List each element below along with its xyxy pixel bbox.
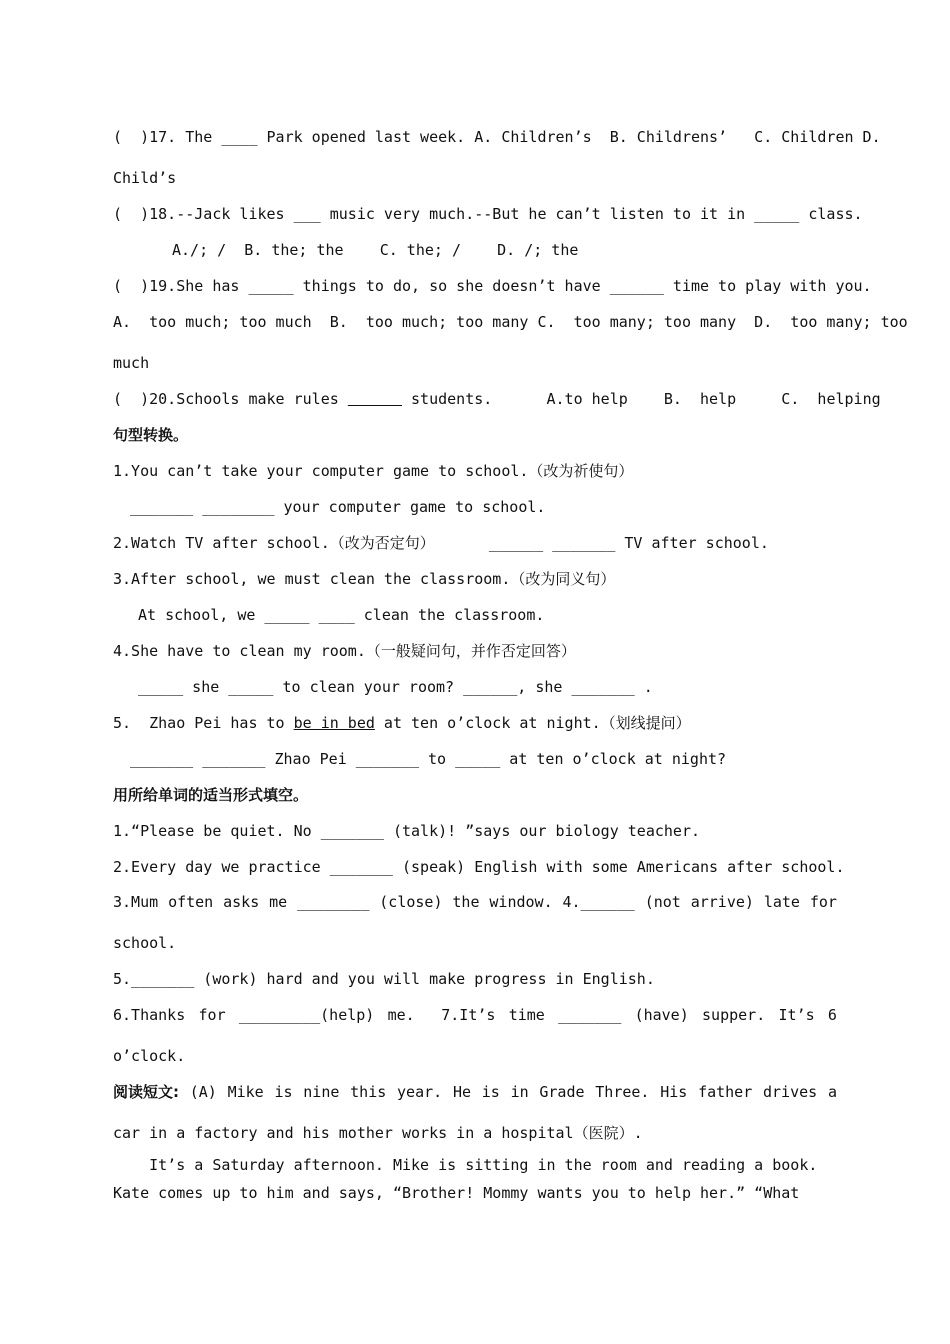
section-title-reading: 阅读短文:: [113, 1083, 179, 1101]
word: me.: [387, 1006, 415, 1024]
word: 6: [827, 1006, 837, 1024]
word: me: [269, 893, 288, 911]
question-18-line1: ( )18.--Jack likes ___ music very much.--But he can’t listen to it in _____ class.: [113, 205, 863, 223]
word: Mike: [227, 1083, 264, 1101]
word: supper.: [702, 1006, 766, 1024]
word: is: [481, 1083, 500, 1101]
word: ________: [297, 893, 370, 911]
word: Three.: [595, 1083, 650, 1101]
question-20-suffix: students. A.to help B. help C. helping: [402, 390, 881, 408]
question-18-options: A./; / B. the; the C. the; / D. /; the: [172, 241, 579, 259]
question-19-line3: much: [113, 354, 150, 372]
word: 4.______: [562, 893, 635, 911]
word: a: [827, 1083, 837, 1101]
fill-7-continuation: o’clock.: [113, 1047, 186, 1065]
fill-2: 2.Every day we practice _______ (speak) English with some Americans after school.: [113, 858, 845, 876]
reading-line3: It’s a Saturday afternoon. Mike is sitting in the room and reading a book.: [113, 1156, 818, 1174]
question-19-line1: ( )19.She has _____ things to do, so she doesn’t have ______ time to play with you.: [113, 277, 872, 295]
word: (close): [379, 893, 443, 911]
transform-1-answer: _______ ________ your computer game to school.: [130, 498, 546, 516]
transform-5-answer: _______ _______ Zhao Pei _______ to _____ at ten o’clock at night?: [130, 750, 727, 768]
word: time: [508, 1006, 545, 1024]
word: His: [660, 1083, 688, 1101]
word: _________(help): [238, 1006, 375, 1024]
word: (A): [189, 1083, 217, 1101]
transform-1: 1.You can’t take your computer game to school.（改为祈使句）: [113, 462, 634, 480]
word: (have): [634, 1006, 689, 1024]
word: nine: [303, 1083, 340, 1101]
word: 6.Thanks: [113, 1006, 186, 1024]
word: asks: [223, 893, 260, 911]
transform-5-underlined: be in bed: [293, 714, 375, 732]
question-20: [113, 389, 881, 409]
transform-4-answer: _____ she _____ to clean your room? ______, she _______ .: [138, 678, 653, 696]
transform-5: [113, 713, 691, 733]
fill-1: 1.“Please be quiet. No _______ (talk)! ”says our biology teacher.: [113, 822, 700, 840]
transform-3: 3.After school, we must clean the classroom.（改为同义句）: [113, 570, 616, 588]
question-17-line1: ( )17. The ____ Park opened last week. A. Children’s B. Childrens’ C. Children D.: [113, 128, 881, 146]
question-19-line2: A. too much; too much B. too much; too many C. too many; too many D. too many; too: [113, 313, 908, 331]
question-20-prefix: ( )20.Schools make rules: [113, 390, 339, 408]
question-20-blank: [348, 390, 402, 408]
word: window.: [489, 893, 553, 911]
word: 3.Mum: [113, 893, 159, 911]
question-17-line2: Child’s: [113, 169, 177, 187]
word: year.: [397, 1083, 443, 1101]
word: He: [452, 1083, 471, 1101]
fill-5: 5._______ (work) hard and you will make progress in English.: [113, 970, 655, 988]
transform-5-prefix: 5. Zhao Pei has to: [113, 714, 294, 732]
fill-4-continuation: school.: [113, 934, 177, 952]
word: for: [198, 1006, 226, 1024]
word: is: [274, 1083, 293, 1101]
word: 7.It’s: [441, 1006, 496, 1024]
fill-6-7: [113, 1005, 837, 1025]
word: for: [809, 893, 837, 911]
reading-line2: car in a factory and his mother works in a hospital（医院）.: [113, 1124, 643, 1142]
word: this: [350, 1083, 387, 1101]
word: father: [698, 1083, 753, 1101]
section-title-transform: 句型转换。: [113, 426, 189, 444]
word: drives: [763, 1083, 818, 1101]
reading-line1: [113, 1082, 837, 1102]
word: late: [763, 893, 800, 911]
word: often: [168, 893, 214, 911]
word: the: [452, 893, 480, 911]
transform-4: 4.She have to clean my room.（一般疑问句，并作否定回答）: [113, 642, 576, 660]
word: in: [510, 1083, 529, 1101]
word: It’s: [778, 1006, 815, 1024]
transform-3-answer: At school, we _____ ____ clean the classroom.: [138, 606, 545, 624]
word: _______: [558, 1006, 622, 1024]
reading-line4: Kate comes up to him and says, “Brother! Mommy wants you to help her.” “What: [113, 1184, 800, 1202]
section-title-fill: 用所给单词的适当形式填空。: [113, 786, 309, 804]
transform-5-suffix: at ten o’clock at night.（划线提问）: [374, 714, 691, 732]
word: Grade: [539, 1083, 585, 1101]
word: arrive): [690, 893, 754, 911]
fill-3-4: [113, 892, 837, 912]
transform-2: 2.Watch TV after school.（改为否定句） ______ _______ TV after school.: [113, 534, 769, 552]
word: (not: [644, 893, 681, 911]
